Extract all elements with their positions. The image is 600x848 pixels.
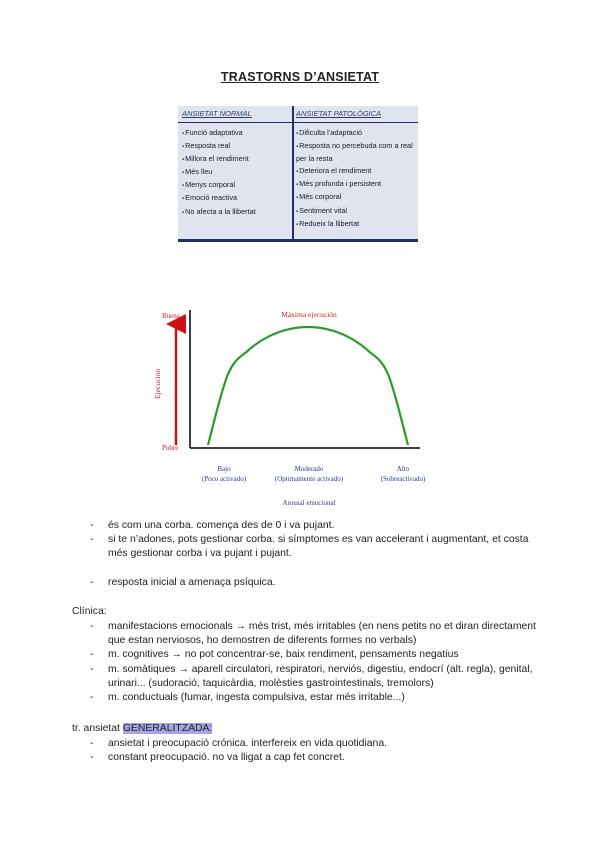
pathological-item: ▪ Redueix la llibertat [296,218,414,231]
pathological-item: ▪ Sentiment vital [296,205,414,218]
normal-column [180,106,292,239]
chart-title: Máxima ejecución [281,310,337,319]
generalitzada-bullets [90,737,550,765]
generalitzada-heading [72,722,212,736]
generalitzada-highlight: GENERALITZADA: [122,723,213,734]
list-item: - si te n’adones, pots gestionar corba. si símptomes es van accelerant i augmentant, et costa més gestionar corba i va pujant i pujant. [90,533,550,561]
clinica-heading: Clínica: [72,606,107,617]
y-tick-high: Buena [162,312,180,320]
pathological-item: ▪ Més profunda i persistent [296,178,414,191]
list-item: - resposta inicial a amenaça psíquica. [90,576,550,590]
generalitzada-prefix: tr. ansietat [72,723,123,734]
chart-curve [208,327,408,445]
x-tick-low-sub: (Poco activado) [201,475,247,483]
x-tick-high-sub: (Sobreactivado) [380,475,426,483]
y-tick-low: Pobre [162,444,179,452]
pathological-column [294,106,416,239]
pathological-header: ANSIETAT PATOLÒGICA [296,109,382,118]
normal-item: ▪ Més lleu [182,166,290,179]
normal-item: ▪ Emoció reactiva [182,192,290,205]
normal-header: ANSIETAT NORMAL [182,109,252,118]
x-tick-low: Bajo [217,465,231,473]
normal-item: ▪ Millora el rendiment [182,153,290,166]
clinica-bullets [90,620,550,705]
list-item: - manifestacions emocionals → més trist, més irritables (en nens petits no et diran directament que estan nerviosos, ho demostren de diferents formes no verbals) [90,620,550,648]
list-item: - constant preocupació. no va lligat a cap fet concret. [90,751,550,765]
x-axis-label: Arousal emocional [282,499,336,507]
list-item: - m. conductuals (fumar, ingesta compulsiva, estar més irritable...) [90,691,550,705]
normal-item: ▪ Menys corporal [182,179,290,192]
list-item: - és com una corba. comença des de 0 i va pujant. [90,519,550,533]
y-axis-label: Ejecución [153,369,162,399]
normal-item: ▪ Resposta real [182,140,290,153]
performance-arousal-chart [150,300,440,515]
anxiety-comparison-table [178,106,418,242]
normal-item: ▪ No afecta a la llibertat [182,206,290,219]
page-title: TRASTORNS D’ANSIETAT [220,70,380,84]
x-tick-high: Alto [396,465,410,473]
normal-item: ▪ Funció adaptativa [182,127,290,140]
chart-svg [150,300,440,515]
list-item: - ansietat i preocupació crónica. interfereix en vida quotidiana. [90,737,550,751]
x-tick-mid: Moderado [294,465,324,473]
pathological-item: ▪ Dificulta l’adaptació [296,127,414,140]
pathological-item: ▪ Deteriora el rendiment [296,165,414,178]
pathological-item: ▪ Més corporal [296,191,414,204]
pathological-item: ▪ Resposta no percebuda com a real per la resta [296,140,414,165]
intro-bullets [90,519,550,562]
list-item: - m. somàtiques → aparell circulatori, respiratori, nerviós, digestiu, endocrí (alt. regla), genital, urinari... (sudoració, taquicàrdia, molèsties gastrointestinals, tremolors) [90,663,550,691]
response-bullets [90,576,550,590]
x-tick-mid-sub: (Optimamente activado) [274,475,344,483]
list-item: - m. cognitives → no pot concentrar-se, baix rendiment, pensaments negatius [90,648,550,662]
